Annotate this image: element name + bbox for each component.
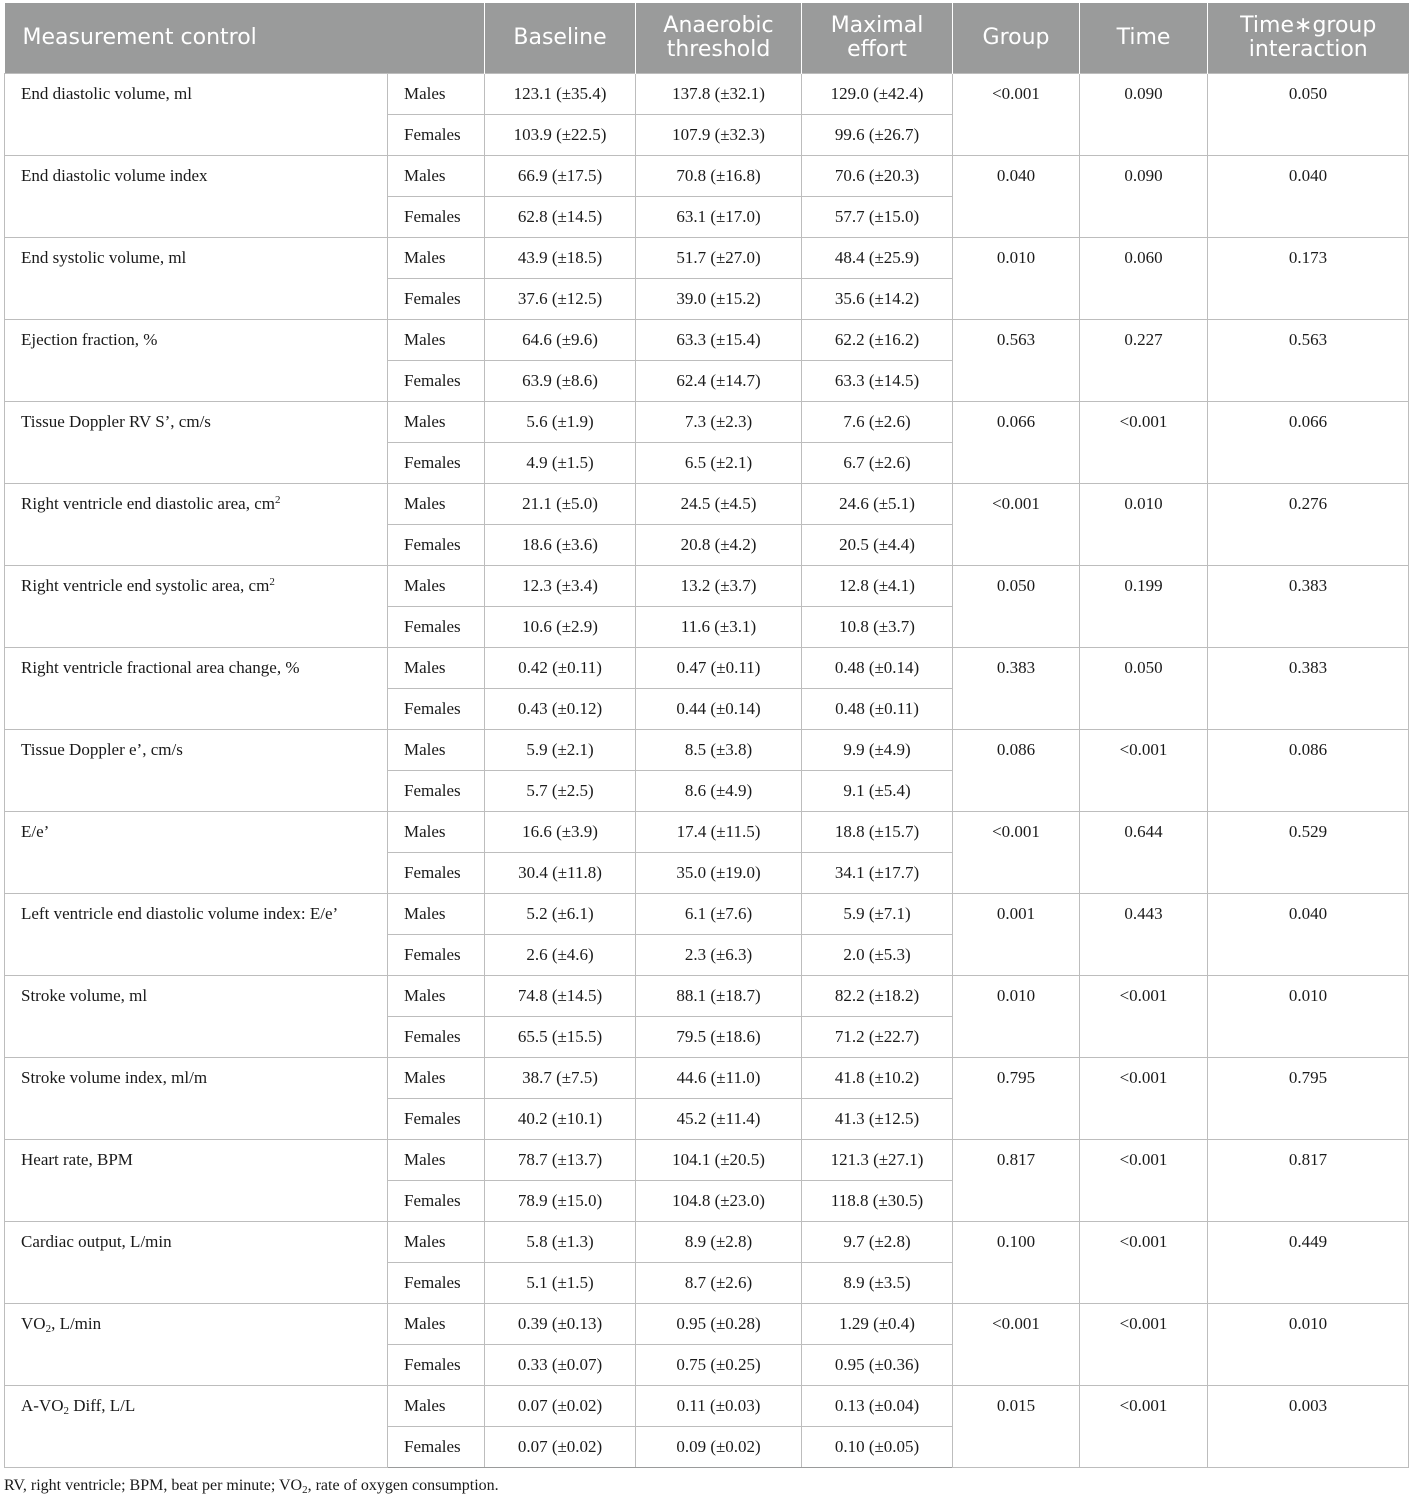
baseline-value: 123.1 (±35.4)	[485, 74, 636, 115]
sex-label: Females	[388, 1263, 485, 1304]
table-footnote	[4, 1477, 499, 1495]
interaction-p-value: 0.529	[1208, 812, 1409, 894]
footnote-subscript: 2	[302, 1484, 308, 1496]
table-row-males	[5, 730, 1409, 771]
interaction-p-value: 0.173	[1208, 238, 1409, 320]
interaction-p-value: 0.383	[1208, 648, 1409, 730]
header-measurement-control: Measurement control	[5, 3, 485, 74]
time-p-value: 0.050	[1080, 648, 1208, 730]
group-p-value: <0.001	[953, 812, 1080, 894]
maximal-effort-value: 35.6 (±14.2)	[802, 279, 953, 320]
baseline-value: 62.8 (±14.5)	[485, 197, 636, 238]
results-table	[4, 3, 1409, 1468]
baseline-value: 4.9 (±1.5)	[485, 443, 636, 484]
sex-label: Females	[388, 771, 485, 812]
sex-label: Females	[388, 935, 485, 976]
interaction-p-value: 0.003	[1208, 1386, 1409, 1468]
baseline-value: 30.4 (±11.8)	[485, 853, 636, 894]
header-time-group-interaction: Time∗group interaction	[1208, 3, 1409, 74]
sex-label: Males	[388, 812, 485, 853]
baseline-value: 64.6 (±9.6)	[485, 320, 636, 361]
table-row-males	[5, 484, 1409, 525]
measure-subscript: 2	[45, 1323, 52, 1335]
measure-label	[5, 1140, 388, 1222]
maximal-effort-value: 48.4 (±25.9)	[802, 238, 953, 279]
anaerobic-threshold-value: 8.6 (±4.9)	[636, 771, 802, 812]
group-p-value: 0.015	[953, 1386, 1080, 1468]
sex-label: Males	[388, 730, 485, 771]
measure-label	[5, 894, 388, 976]
sex-label: Males	[388, 320, 485, 361]
sex-label: Females	[388, 1181, 485, 1222]
anaerobic-threshold-value: 70.8 (±16.8)	[636, 156, 802, 197]
maximal-effort-value: 9.7 (±2.8)	[802, 1222, 953, 1263]
baseline-value: 0.39 (±0.13)	[485, 1304, 636, 1345]
header-time: Time	[1080, 3, 1208, 74]
sex-label: Males	[388, 894, 485, 935]
measure-text: Tissue Doppler e’, cm/s	[21, 740, 183, 759]
maximal-effort-value: 6.7 (±2.6)	[802, 443, 953, 484]
measure-text: Right ventricle fractional area change, %	[21, 658, 300, 677]
sex-label: Males	[388, 976, 485, 1017]
baseline-value: 5.1 (±1.5)	[485, 1263, 636, 1304]
anaerobic-threshold-value: 63.3 (±15.4)	[636, 320, 802, 361]
time-p-value: <0.001	[1080, 1058, 1208, 1140]
baseline-value: 66.9 (±17.5)	[485, 156, 636, 197]
anaerobic-threshold-value: 7.3 (±2.3)	[636, 402, 802, 443]
measure-label	[5, 1304, 388, 1386]
maximal-effort-value: 18.8 (±15.7)	[802, 812, 953, 853]
sex-label: Males	[388, 1304, 485, 1345]
sex-label: Males	[388, 1222, 485, 1263]
measure-label	[5, 156, 388, 238]
measure-text: Ejection fraction, %	[21, 330, 158, 349]
sex-label: Females	[388, 1345, 485, 1386]
anaerobic-threshold-value: 0.09 (±0.02)	[636, 1427, 802, 1468]
maximal-effort-value: 34.1 (±17.7)	[802, 853, 953, 894]
group-p-value: <0.001	[953, 74, 1080, 156]
maximal-effort-value: 12.8 (±4.1)	[802, 566, 953, 607]
anaerobic-threshold-value: 8.7 (±2.6)	[636, 1263, 802, 1304]
group-p-value: 0.100	[953, 1222, 1080, 1304]
anaerobic-threshold-value: 13.2 (±3.7)	[636, 566, 802, 607]
header-maximal-effort: Maximal effort	[802, 3, 953, 74]
interaction-p-value: 0.276	[1208, 484, 1409, 566]
measure-label	[5, 238, 388, 320]
sex-label: Males	[388, 156, 485, 197]
sex-label: Males	[388, 238, 485, 279]
group-p-value: 0.383	[953, 648, 1080, 730]
table-row-males	[5, 1058, 1409, 1099]
baseline-value: 74.8 (±14.5)	[485, 976, 636, 1017]
baseline-value: 0.33 (±0.07)	[485, 1345, 636, 1386]
interaction-p-value: 0.010	[1208, 1304, 1409, 1386]
interaction-p-value: 0.383	[1208, 566, 1409, 648]
anaerobic-threshold-value: 104.8 (±23.0)	[636, 1181, 802, 1222]
maximal-effort-value: 10.8 (±3.7)	[802, 607, 953, 648]
measure-text: Cardiac output, L/min	[21, 1232, 172, 1251]
baseline-value: 5.7 (±2.5)	[485, 771, 636, 812]
measure-label	[5, 648, 388, 730]
sex-label: Females	[388, 443, 485, 484]
header-group: Group	[953, 3, 1080, 74]
maximal-effort-value: 121.3 (±27.1)	[802, 1140, 953, 1181]
baseline-value: 43.9 (±18.5)	[485, 238, 636, 279]
maximal-effort-value: 24.6 (±5.1)	[802, 484, 953, 525]
table-row-males	[5, 976, 1409, 1017]
baseline-value: 5.9 (±2.1)	[485, 730, 636, 771]
maximal-effort-value: 82.2 (±18.2)	[802, 976, 953, 1017]
maximal-effort-value: 0.13 (±0.04)	[802, 1386, 953, 1427]
anaerobic-threshold-value: 0.75 (±0.25)	[636, 1345, 802, 1386]
maximal-effort-value: 8.9 (±3.5)	[802, 1263, 953, 1304]
sex-label: Males	[388, 484, 485, 525]
measure-text: Right ventricle end diastolic area, cm	[21, 494, 275, 513]
anaerobic-threshold-value: 104.1 (±20.5)	[636, 1140, 802, 1181]
maximal-effort-value: 63.3 (±14.5)	[802, 361, 953, 402]
interaction-p-value: 0.066	[1208, 402, 1409, 484]
anaerobic-threshold-value: 17.4 (±11.5)	[636, 812, 802, 853]
group-p-value: 0.086	[953, 730, 1080, 812]
interaction-p-value: 0.040	[1208, 156, 1409, 238]
interaction-p-value: 0.449	[1208, 1222, 1409, 1304]
anaerobic-threshold-value: 45.2 (±11.4)	[636, 1099, 802, 1140]
header-baseline: Baseline	[485, 3, 636, 74]
sex-label: Males	[388, 1386, 485, 1427]
baseline-value: 40.2 (±10.1)	[485, 1099, 636, 1140]
time-p-value: <0.001	[1080, 1222, 1208, 1304]
measure-text: A-VO	[21, 1396, 64, 1415]
baseline-value: 78.9 (±15.0)	[485, 1181, 636, 1222]
sex-label: Males	[388, 74, 485, 115]
interaction-p-value: 0.086	[1208, 730, 1409, 812]
maximal-effort-value: 57.7 (±15.0)	[802, 197, 953, 238]
table-row-males	[5, 402, 1409, 443]
group-p-value: 0.817	[953, 1140, 1080, 1222]
interaction-p-value: 0.010	[1208, 976, 1409, 1058]
sex-label: Females	[388, 1099, 485, 1140]
baseline-value: 0.42 (±0.11)	[485, 648, 636, 689]
measure-label	[5, 484, 388, 566]
measure-text: Tissue Doppler RV S’, cm/s	[21, 412, 211, 431]
anaerobic-threshold-value: 0.11 (±0.03)	[636, 1386, 802, 1427]
baseline-value: 0.43 (±0.12)	[485, 689, 636, 730]
interaction-p-value: 0.050	[1208, 74, 1409, 156]
baseline-value: 103.9 (±22.5)	[485, 115, 636, 156]
maximal-effort-value: 0.48 (±0.14)	[802, 648, 953, 689]
table-row-males	[5, 1386, 1409, 1427]
baseline-value: 10.6 (±2.9)	[485, 607, 636, 648]
baseline-value: 78.7 (±13.7)	[485, 1140, 636, 1181]
header-anaerobic-threshold: Anaerobic threshold	[636, 3, 802, 74]
group-p-value: 0.050	[953, 566, 1080, 648]
baseline-value: 37.6 (±12.5)	[485, 279, 636, 320]
time-p-value: 0.227	[1080, 320, 1208, 402]
anaerobic-threshold-value: 44.6 (±11.0)	[636, 1058, 802, 1099]
baseline-value: 5.8 (±1.3)	[485, 1222, 636, 1263]
group-p-value: 0.795	[953, 1058, 1080, 1140]
time-p-value: <0.001	[1080, 1304, 1208, 1386]
sex-label: Females	[388, 115, 485, 156]
maximal-effort-value: 71.2 (±22.7)	[802, 1017, 953, 1058]
measure-text: Stroke volume index, ml/m	[21, 1068, 208, 1087]
anaerobic-threshold-value: 63.1 (±17.0)	[636, 197, 802, 238]
maximal-effort-value: 0.10 (±0.05)	[802, 1427, 953, 1468]
baseline-value: 0.07 (±0.02)	[485, 1427, 636, 1468]
sex-label: Males	[388, 1140, 485, 1181]
anaerobic-threshold-value: 0.44 (±0.14)	[636, 689, 802, 730]
sex-label: Males	[388, 648, 485, 689]
group-p-value: <0.001	[953, 1304, 1080, 1386]
anaerobic-threshold-value: 62.4 (±14.7)	[636, 361, 802, 402]
maximal-effort-value: 118.8 (±30.5)	[802, 1181, 953, 1222]
interaction-p-value: 0.563	[1208, 320, 1409, 402]
sex-label: Females	[388, 607, 485, 648]
maximal-effort-value: 1.29 (±0.4)	[802, 1304, 953, 1345]
maximal-effort-value: 0.48 (±0.11)	[802, 689, 953, 730]
anaerobic-threshold-value: 6.1 (±7.6)	[636, 894, 802, 935]
measure-superscript: 2	[269, 576, 275, 588]
time-p-value: 0.060	[1080, 238, 1208, 320]
measure-text-end: , L/min	[51, 1314, 102, 1333]
maximal-effort-value: 20.5 (±4.4)	[802, 525, 953, 566]
anaerobic-threshold-value: 20.8 (±4.2)	[636, 525, 802, 566]
measure-text: Stroke volume, ml	[21, 986, 148, 1005]
sex-label: Females	[388, 853, 485, 894]
footnote-text: RV, right ventricle; BPM, beat per minute; VO	[4, 1477, 303, 1494]
anaerobic-threshold-value: 35.0 (±19.0)	[636, 853, 802, 894]
anaerobic-threshold-value: 107.9 (±32.3)	[636, 115, 802, 156]
measure-text: E/e’	[21, 822, 50, 841]
time-p-value: <0.001	[1080, 976, 1208, 1058]
measure-label	[5, 730, 388, 812]
anaerobic-threshold-value: 24.5 (±4.5)	[636, 484, 802, 525]
anaerobic-threshold-value: 11.6 (±3.1)	[636, 607, 802, 648]
time-p-value: 0.090	[1080, 74, 1208, 156]
anaerobic-threshold-value: 51.7 (±27.0)	[636, 238, 802, 279]
anaerobic-threshold-value: 8.9 (±2.8)	[636, 1222, 802, 1263]
measure-text: End diastolic volume, ml	[21, 84, 192, 103]
table-row-males	[5, 1140, 1409, 1181]
measure-text: Heart rate, BPM	[21, 1150, 133, 1169]
measure-subscript: 2	[63, 1405, 69, 1417]
sex-label: Females	[388, 279, 485, 320]
measure-label	[5, 1222, 388, 1304]
maximal-effort-value: 129.0 (±42.4)	[802, 74, 953, 115]
time-p-value: <0.001	[1080, 402, 1208, 484]
table-row-males	[5, 894, 1409, 935]
baseline-value: 12.3 (±3.4)	[485, 566, 636, 607]
table-row-males	[5, 1222, 1409, 1263]
maximal-effort-value: 41.3 (±12.5)	[802, 1099, 953, 1140]
sex-label: Males	[388, 566, 485, 607]
measure-label	[5, 1058, 388, 1140]
footnote-text-end: , rate of oxygen consumption.	[307, 1477, 499, 1494]
group-p-value: 0.066	[953, 402, 1080, 484]
sex-label: Females	[388, 1017, 485, 1058]
measure-superscript: 2	[274, 494, 281, 506]
sex-label: Males	[388, 402, 485, 443]
time-p-value: 0.090	[1080, 156, 1208, 238]
table-row-males	[5, 238, 1409, 279]
time-p-value: <0.001	[1080, 730, 1208, 812]
measure-label	[5, 320, 388, 402]
interaction-p-value: 0.040	[1208, 894, 1409, 976]
time-p-value: <0.001	[1080, 1140, 1208, 1222]
measure-label	[5, 976, 388, 1058]
group-p-value: 0.010	[953, 976, 1080, 1058]
anaerobic-threshold-value: 2.3 (±6.3)	[636, 935, 802, 976]
table-row-males	[5, 566, 1409, 607]
baseline-value: 5.6 (±1.9)	[485, 402, 636, 443]
anaerobic-threshold-value: 79.5 (±18.6)	[636, 1017, 802, 1058]
anaerobic-threshold-value: 6.5 (±2.1)	[636, 443, 802, 484]
maximal-effort-value: 7.6 (±2.6)	[802, 402, 953, 443]
baseline-value: 63.9 (±8.6)	[485, 361, 636, 402]
group-p-value: 0.563	[953, 320, 1080, 402]
group-p-value: 0.040	[953, 156, 1080, 238]
time-p-value: <0.001	[1080, 1386, 1208, 1468]
maximal-effort-value: 2.0 (±5.3)	[802, 935, 953, 976]
header-row	[5, 3, 1409, 74]
table-row-males	[5, 648, 1409, 689]
measure-text: VO	[21, 1314, 46, 1333]
measure-label	[5, 566, 388, 648]
time-p-value: 0.199	[1080, 566, 1208, 648]
table-row-males	[5, 320, 1409, 361]
interaction-p-value: 0.795	[1208, 1058, 1409, 1140]
time-p-value: 0.644	[1080, 812, 1208, 894]
table-row-males	[5, 156, 1409, 197]
sex-label: Females	[388, 689, 485, 730]
measure-label	[5, 402, 388, 484]
group-p-value: 0.010	[953, 238, 1080, 320]
maximal-effort-value: 9.1 (±5.4)	[802, 771, 953, 812]
baseline-value: 2.6 (±4.6)	[485, 935, 636, 976]
measure-label	[5, 812, 388, 894]
group-p-value: <0.001	[953, 484, 1080, 566]
interaction-p-value: 0.817	[1208, 1140, 1409, 1222]
measure-label	[5, 1386, 388, 1468]
baseline-value: 21.1 (±5.0)	[485, 484, 636, 525]
sex-label: Females	[388, 1427, 485, 1468]
maximal-effort-value: 9.9 (±4.9)	[802, 730, 953, 771]
maximal-effort-value: 0.95 (±0.36)	[802, 1345, 953, 1386]
baseline-value: 18.6 (±3.6)	[485, 525, 636, 566]
sex-label: Males	[388, 1058, 485, 1099]
table-row-males	[5, 74, 1409, 115]
measure-text: End diastolic volume index	[21, 166, 208, 185]
measure-text: Left ventricle end diastolic volume index: E/e’	[21, 904, 339, 923]
measure-text: Right ventricle end systolic area, cm	[21, 576, 270, 595]
anaerobic-threshold-value: 137.8 (±32.1)	[636, 74, 802, 115]
anaerobic-threshold-value: 0.47 (±0.11)	[636, 648, 802, 689]
sex-label: Females	[388, 361, 485, 402]
group-p-value: 0.001	[953, 894, 1080, 976]
time-p-value: 0.443	[1080, 894, 1208, 976]
sex-label: Females	[388, 197, 485, 238]
maximal-effort-value: 41.8 (±10.2)	[802, 1058, 953, 1099]
anaerobic-threshold-value: 0.95 (±0.28)	[636, 1304, 802, 1345]
maximal-effort-value: 62.2 (±16.2)	[802, 320, 953, 361]
maximal-effort-value: 99.6 (±26.7)	[802, 115, 953, 156]
anaerobic-threshold-value: 8.5 (±3.8)	[636, 730, 802, 771]
table-row-males	[5, 812, 1409, 853]
baseline-value: 16.6 (±3.9)	[485, 812, 636, 853]
anaerobic-threshold-value: 39.0 (±15.2)	[636, 279, 802, 320]
measure-text-end: Diff, L/L	[69, 1396, 136, 1415]
sex-label: Females	[388, 525, 485, 566]
baseline-value: 38.7 (±7.5)	[485, 1058, 636, 1099]
baseline-value: 0.07 (±0.02)	[485, 1386, 636, 1427]
measure-label	[5, 74, 388, 156]
table-row-males	[5, 1304, 1409, 1345]
baseline-value: 5.2 (±6.1)	[485, 894, 636, 935]
maximal-effort-value: 70.6 (±20.3)	[802, 156, 953, 197]
measure-text: End systolic volume, ml	[21, 248, 187, 267]
time-p-value: 0.010	[1080, 484, 1208, 566]
baseline-value: 65.5 (±15.5)	[485, 1017, 636, 1058]
maximal-effort-value: 5.9 (±7.1)	[802, 894, 953, 935]
anaerobic-threshold-value: 88.1 (±18.7)	[636, 976, 802, 1017]
